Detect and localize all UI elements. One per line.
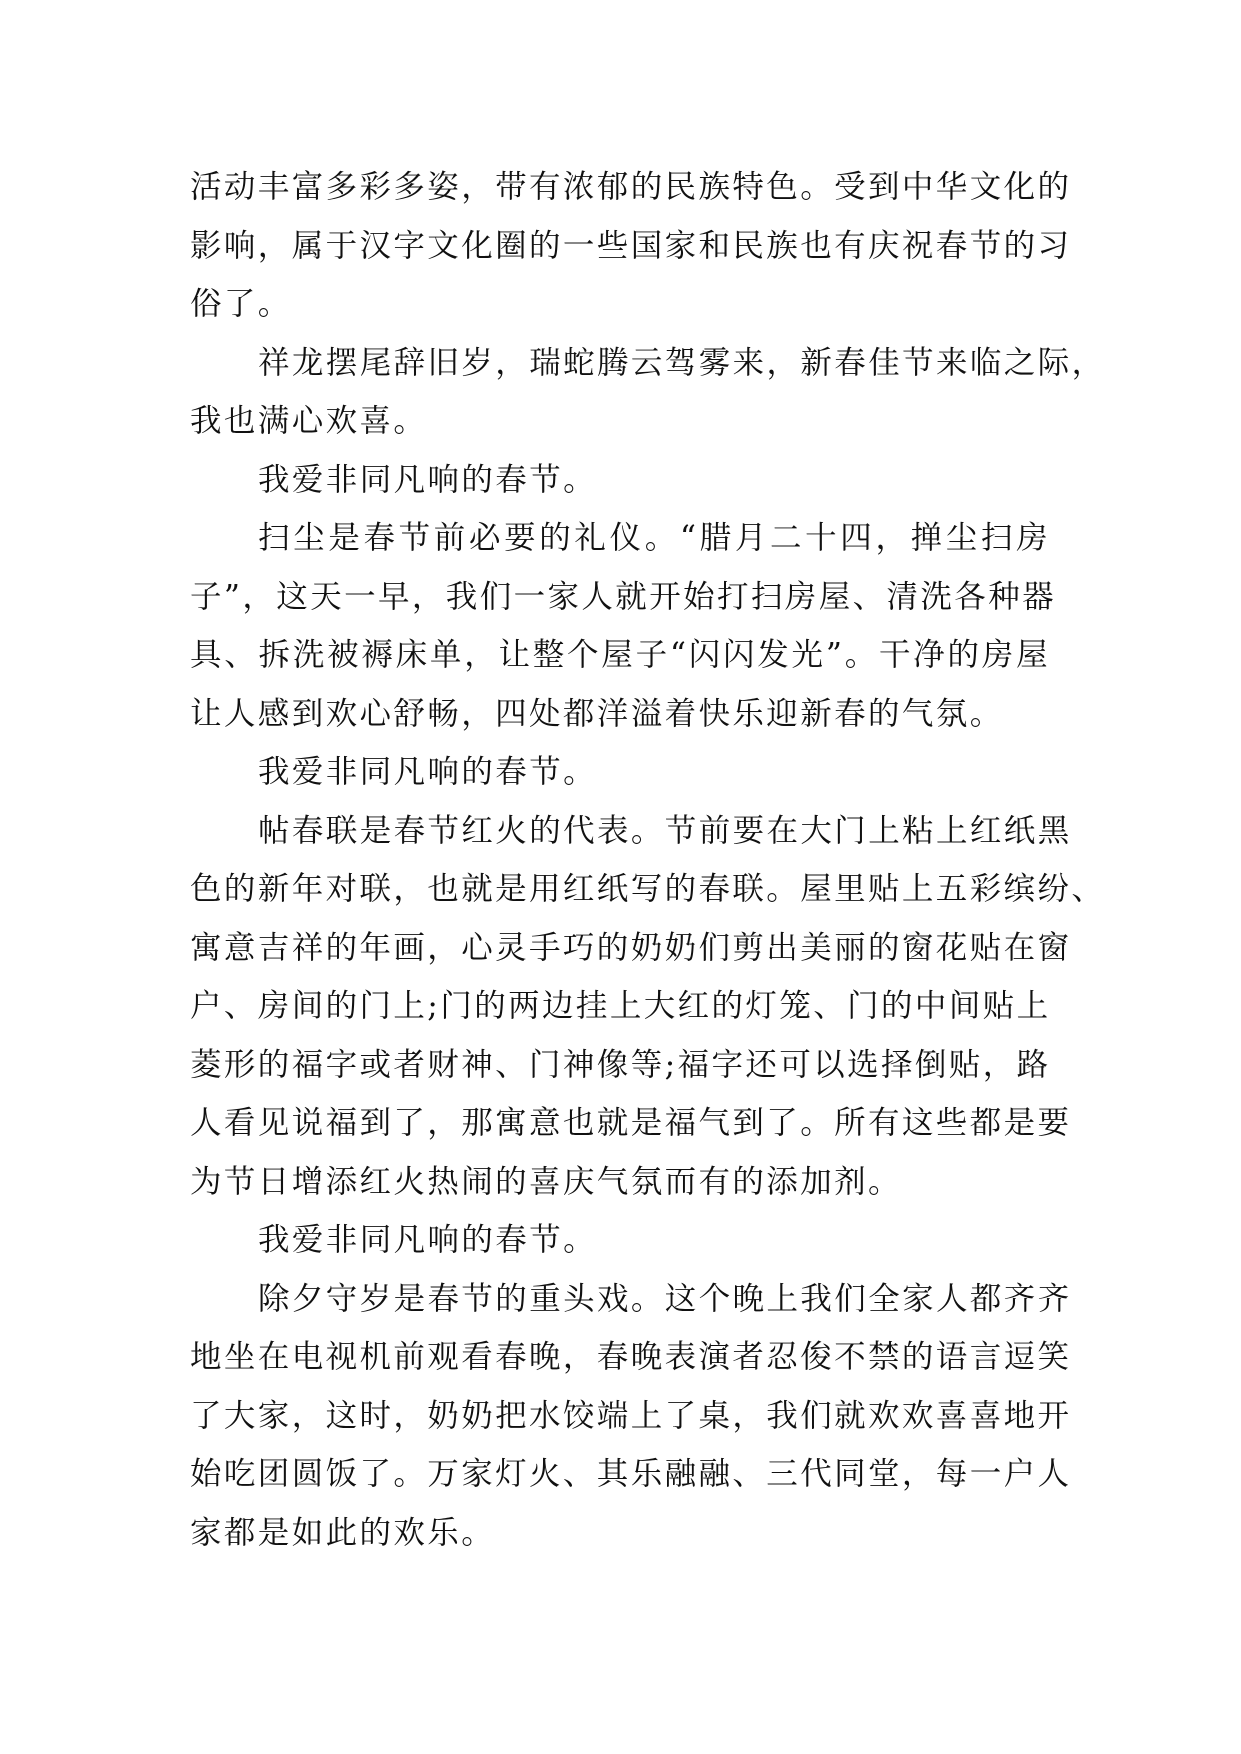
paragraph-line: 户、房间的门上;门的两边挂上大红的灯笼、门的中间贴上 — [190, 988, 1051, 1024]
paragraph-line: 家都是如此的欢乐。 — [190, 1514, 496, 1551]
paragraph-line: 色的新年对联，也就是用红纸写的春联。屋里贴上五彩缤纷、 — [190, 871, 1106, 907]
paragraph-line: 帖春联是春节红火的代表。节前要在大门上粘上红纸黑 — [258, 812, 1072, 849]
paragraph-line: 寓意吉祥的年画，心灵手巧的奶奶们剪出美丽的窗花贴在窗 — [190, 929, 1072, 966]
paragraph-line: 地坐在电视机前观看春晚，春晚表演者忍俊不禁的语言逗笑 — [190, 1339, 1072, 1375]
refrain-line: 我爱非同凡响的春节。 — [258, 1222, 598, 1258]
paragraph-line: 我也满心欢喜。 — [190, 403, 428, 439]
paragraph-line: 始吃团圆饭了。万家灯火、其乐融融、三代同堂，每一户人 — [190, 1456, 1072, 1492]
document-body — [190, 158, 1106, 1562]
refrain-line: 我爱非同凡响的春节。 — [258, 461, 598, 498]
paragraph-line: 扫尘是春节前必要的礼仪。“腊月二十四，掸尘扫房 — [258, 520, 1050, 556]
paragraph-line: 子”，这天一早，我们一家人就开始打扫房屋、清洗各种器 — [190, 578, 1057, 615]
paragraph-line: 让人感到欢心舒畅，四处都洋溢着快乐迎新春的气氛。 — [190, 695, 1004, 732]
refrain-line: 我爱非同凡响的春节。 — [258, 754, 598, 790]
paragraph-line: 人看见说福到了，那寓意也就是福气到了。所有这些都是要 — [190, 1105, 1072, 1141]
paragraph-line: 为节日增添红火热闹的喜庆气氛而有的添加剂。 — [190, 1163, 902, 1200]
paragraph-line: 影响，属于汉字文化圈的一些国家和民族也有庆祝春节的习 — [190, 227, 1072, 264]
paragraph-line: 具、拆洗被褥床单，让整个屋子“闪闪发光”。干净的房屋 — [190, 637, 1050, 673]
paragraph-line: 菱形的福字或者财神、门神像等;福字还可以选择倒贴，路 — [190, 1046, 1051, 1083]
paragraph-line: 俗了。 — [190, 286, 292, 322]
paragraph-line: 祥龙摆尾辞旧岁，瑞蛇腾云驾雾来，新春佳节来临之际， — [258, 344, 1106, 381]
paragraph-line: 除夕守岁是春节的重头戏。这个晚上我们全家人都齐齐 — [258, 1280, 1072, 1317]
paragraph-line: 了大家，这时，奶奶把水饺端上了桌，我们就欢欢喜喜地开 — [190, 1397, 1072, 1434]
paragraph-line: 活动丰富多彩多姿，带有浓郁的民族特色。受到中华文化的 — [190, 169, 1072, 205]
